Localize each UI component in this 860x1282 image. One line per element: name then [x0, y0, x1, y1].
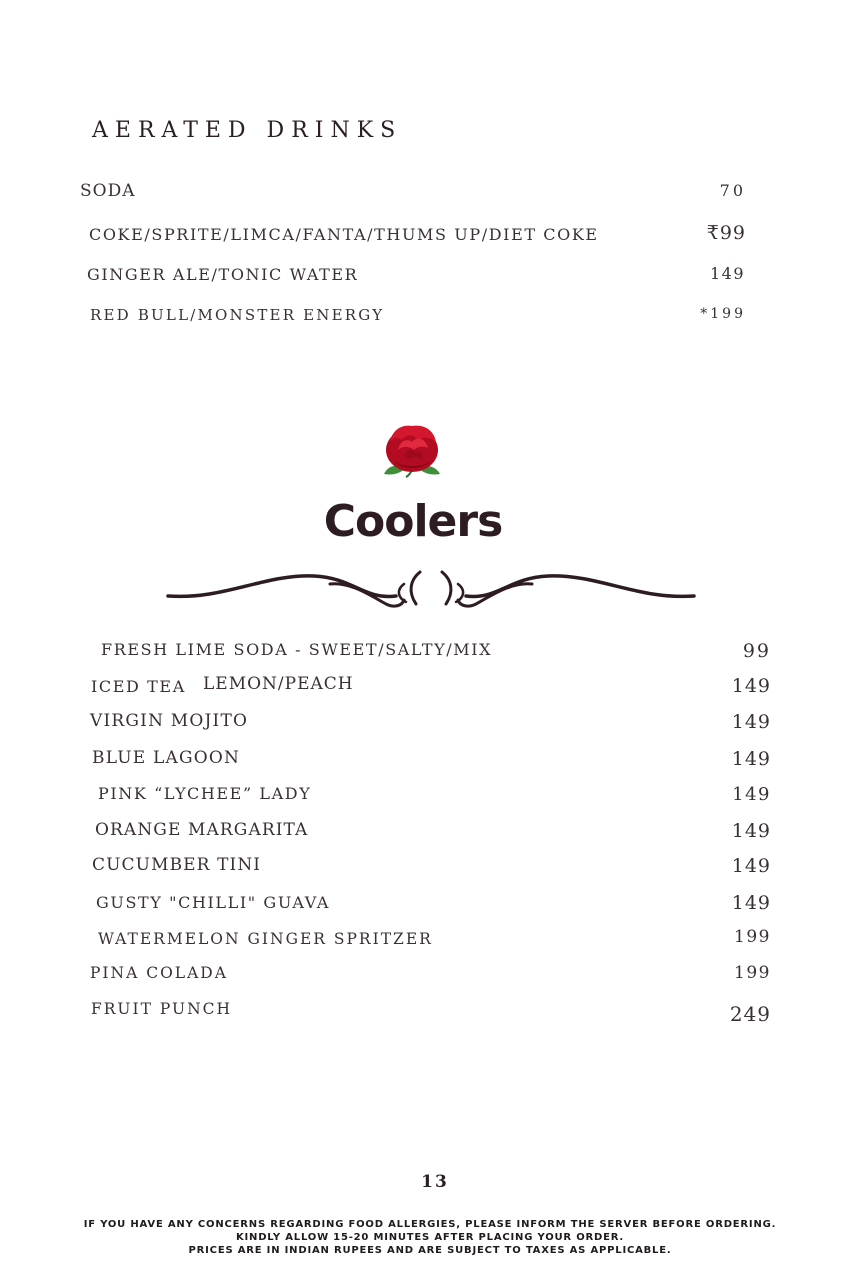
section-title-coolers: Coolers	[323, 496, 503, 547]
menu-item-name: GUSTY "CHILLI" GUAVA	[96, 893, 330, 912]
menu-item-name: COKE/SPRITE/LIMCA/FANTA/THUMS UP/DIET COKE	[89, 225, 599, 244]
menu-item-price: 149	[731, 711, 771, 733]
menu-item-name: GINGER ALE/TONIC WATER	[87, 265, 359, 284]
menu-item-price: 149	[731, 675, 771, 697]
menu-item-price: 149	[731, 855, 771, 877]
menu-item-name: VIRGIN MOJITO	[90, 711, 249, 731]
menu-item-price: 149	[731, 748, 771, 770]
menu-item-name: PINK “LYCHEE” LADY	[98, 784, 312, 803]
menu-item-variant: LEMON/PEACH	[203, 674, 354, 694]
menu-item-price: 99	[742, 640, 771, 662]
menu-item-name: RED BULL/MONSTER ENERGY	[90, 306, 385, 324]
section-title-aerated-drinks: AERATED DRINKS	[92, 118, 403, 143]
notice-line: KINDLY ALLOW 15-20 MINUTES AFTER PLACING YOUR ORDER.	[235, 1232, 625, 1243]
menu-item-price: 149	[732, 784, 771, 805]
menu-item-name: SODA	[80, 181, 136, 201]
menu-item-name: PINA COLADA	[90, 964, 228, 982]
ornamental-divider	[164, 566, 698, 612]
menu-item-price: 70	[719, 181, 746, 200]
menu-item-name: FRUIT PUNCH	[91, 1000, 233, 1018]
rose-icon	[380, 420, 444, 480]
allergy-notice	[0, 1218, 860, 1257]
notice-line: PRICES ARE IN INDIAN RUPEES AND ARE SUBJECT TO TAXES AS APPLICABLE.	[188, 1245, 672, 1256]
menu-item-name: WATERMELON GINGER SPRITZER	[98, 930, 433, 948]
notice-line: IF YOU HAVE ANY CONCERNS REGARDING FOOD ALLERGIES, PLEASE INFORM THE SERVER BEFORE ORDERING.	[83, 1219, 777, 1230]
menu-item-price: 149	[731, 892, 771, 914]
menu-item-name: ICED TEA	[91, 677, 186, 696]
menu-item-name: FRESH LIME SODA - SWEET/SALTY/MIX	[101, 640, 493, 659]
page-number: 13	[421, 1172, 449, 1192]
menu-item-name: CUCUMBER TINI	[92, 855, 262, 875]
menu-item-name: BLUE LAGOON	[92, 748, 241, 768]
menu-item-price: 149	[731, 820, 771, 842]
menu-item-price: 199	[734, 927, 771, 947]
menu-item-name: ORANGE MARGARITA	[95, 820, 309, 840]
menu-item-price: 249	[729, 1002, 771, 1026]
menu-item-price: ₹99	[706, 222, 746, 244]
menu-item-price: 149	[709, 264, 745, 283]
menu-item-price: *199	[700, 306, 746, 322]
menu-item-price: 199	[734, 963, 771, 983]
